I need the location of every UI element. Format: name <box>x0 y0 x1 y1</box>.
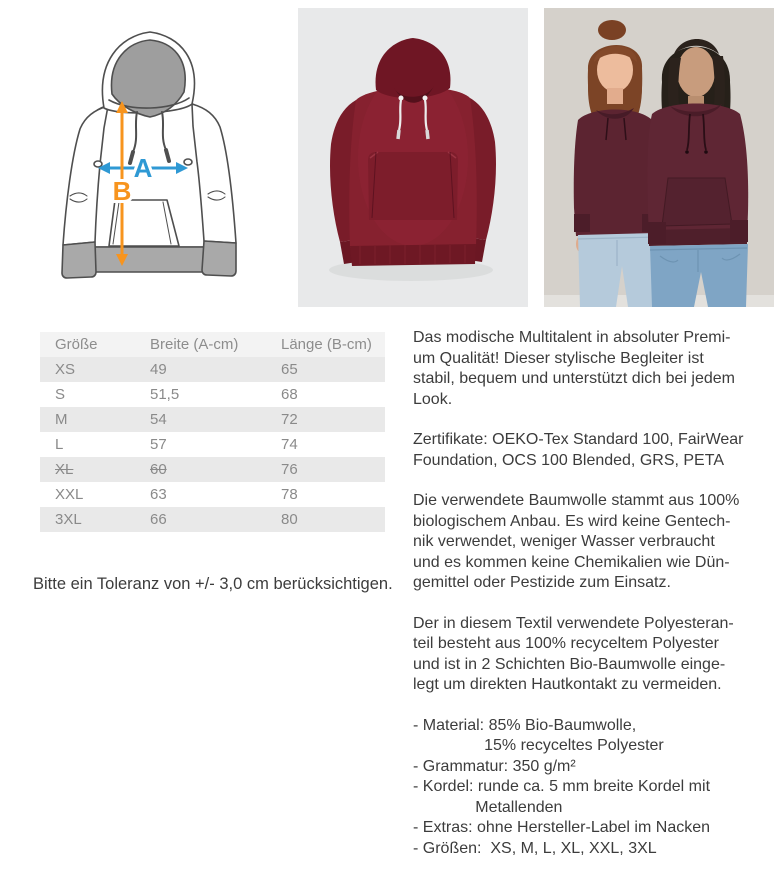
size-table-cell: S <box>55 386 66 403</box>
size-table-header: Breite (A-cm) <box>150 332 281 357</box>
size-table-cell: XL <box>40 457 150 482</box>
size-table-row <box>40 432 385 457</box>
hoodie-right-cuff <box>202 241 236 276</box>
hoodie-line-drawing <box>55 25 255 280</box>
measure-label-b: B <box>112 176 132 206</box>
product-photo-image <box>298 8 528 307</box>
size-table-header-row <box>40 332 385 357</box>
size-table-row <box>40 357 385 382</box>
description-paragraph <box>413 328 744 410</box>
spec-line: - Grammatur: 350 g/m² <box>413 757 576 775</box>
spec-list <box>413 716 744 860</box>
armpit-ring-right <box>184 159 192 165</box>
size-table-cell: 78 <box>281 486 298 503</box>
size-table-cell: 72 <box>281 407 385 432</box>
hoodie-hem <box>86 247 206 272</box>
spec-line: - Material: 85% Bio-Baumwolle, <box>413 716 637 734</box>
description-line: und ist in 2 Schichten Bio-Baumwolle einge- <box>413 655 726 673</box>
armpit-ring-left <box>94 161 102 167</box>
spec-line: - Größen: XS, M, L, XL, XXL, 3XL <box>413 839 657 857</box>
size-table-cell: M <box>40 407 150 432</box>
description-line: biologischem Anbau. Es wird keine Gentech- <box>413 512 731 530</box>
size-table-row <box>40 482 385 507</box>
size-table-cell: XXL <box>55 486 84 503</box>
spec-line: 15% recyceltes Polyester <box>413 737 664 754</box>
description-line: teil besteht aus 100% recyceltem Polyester <box>413 635 719 652</box>
size-table-row <box>40 382 385 407</box>
spec-line: - Extras: ohne Hersteller-Label im Nacken <box>413 819 711 836</box>
measure-label-a: A <box>133 153 153 183</box>
description-line: Das modische Multitalent in absoluter Premi- <box>413 329 731 346</box>
size-table-cell: 3XL <box>40 507 150 532</box>
size-table-cell: XS <box>40 357 150 382</box>
description-line: legt um direkten Hautkontakt zu vermeiden. <box>413 676 722 693</box>
size-table-cell: L <box>55 436 64 453</box>
size-table-cell: 57 <box>150 436 167 453</box>
hoodie-left-cuff <box>62 242 96 278</box>
models-photo-image <box>543 8 775 307</box>
tolerance-note: Bitte ein Toleranz von +/- 3,0 cm berücksichtigen. <box>33 575 393 593</box>
size-table-cell: 74 <box>281 436 298 453</box>
size-table-row <box>40 507 385 532</box>
size-table-cell: 66 <box>150 507 281 532</box>
description-line: Look. <box>413 390 453 408</box>
description-line: und es kommen keine Chemikalien wie Dün- <box>413 553 730 571</box>
description-line: um Qualität! Dieser stylische Begleiter ist <box>413 349 704 367</box>
description-paragraph <box>413 430 744 471</box>
size-table-cell: 49 <box>150 357 281 382</box>
description-line: Zertifikate: OEKO-Tex Standard 100, FairWear <box>413 431 744 448</box>
description-paragraph <box>413 491 744 594</box>
size-table-cell: 76 <box>281 457 385 482</box>
size-table-cell: 54 <box>150 407 281 432</box>
models-photo <box>543 8 775 307</box>
description-line: Der in diesem Textil verwendete Polyesteran- <box>413 614 734 632</box>
size-table-cell: 80 <box>281 507 385 532</box>
size-diagram-image <box>55 25 255 280</box>
size-table-row <box>40 457 385 482</box>
spec-line: Metallenden <box>413 798 563 816</box>
description-line: Foundation, OCS 100 Blended, GRS, PETA <box>413 451 724 469</box>
size-table <box>40 332 385 532</box>
size-table-cell: 60 <box>150 457 281 482</box>
size-table-header: Größe <box>40 332 150 357</box>
description-line: stabil, bequem und unterstützt dich bei jedem <box>413 370 735 387</box>
description-line: Die verwendete Baumwolle stammt aus 100% <box>413 492 740 509</box>
size-table-cell: 65 <box>281 357 385 382</box>
spec-line: - Kordel: runde ca. 5 mm breite Kordel mit <box>413 778 711 795</box>
description-paragraph <box>413 614 744 696</box>
description-line: nik verwendet, weniger Wasser verbraucht <box>413 533 715 550</box>
size-table-row <box>40 407 385 432</box>
size-table-cell: 51,5 <box>150 386 180 403</box>
size-table-cell: 63 <box>150 486 167 503</box>
size-table-cell: 68 <box>281 386 298 403</box>
product-photo <box>298 8 528 307</box>
size-table-header: Länge (B-cm) <box>281 332 385 357</box>
product-description <box>413 328 744 873</box>
description-line: gemittel oder Pestizide zum Einsatz. <box>413 574 671 591</box>
